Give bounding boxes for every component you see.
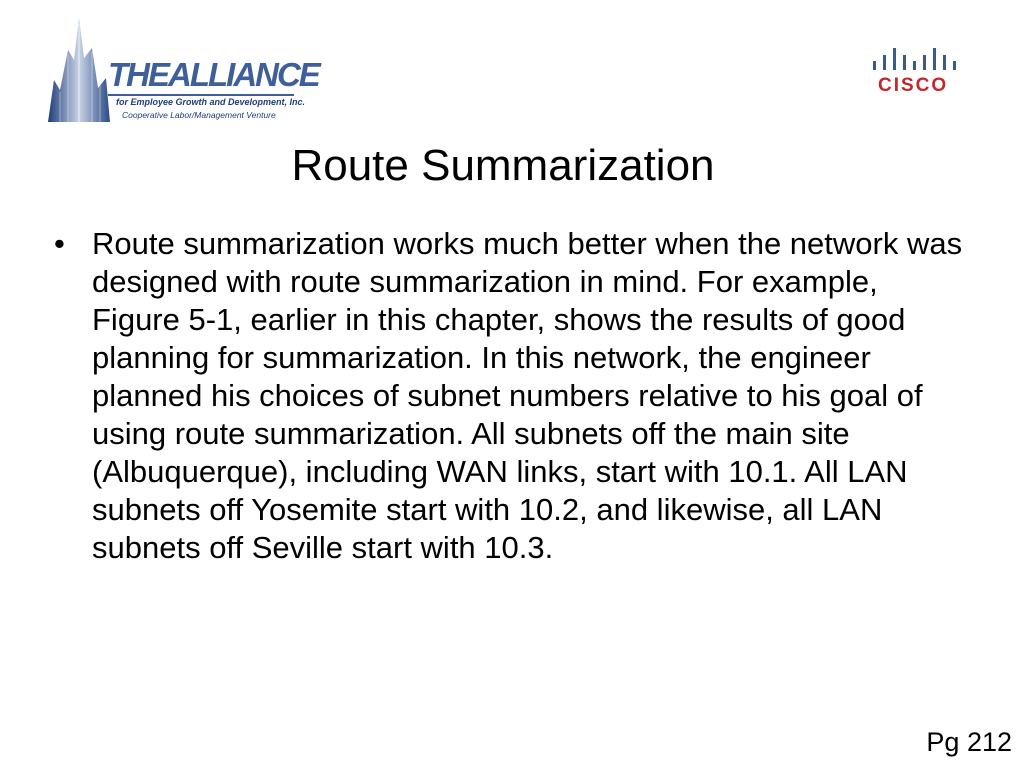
- slide-title: Route Summarization: [291, 141, 715, 190]
- bullet-dot: •: [54, 226, 65, 261]
- alliance-tagline: for Employee Growth and Development, Inc.: [116, 97, 306, 107]
- bullet-item: [52, 225, 972, 567]
- bullet-list: [52, 225, 972, 567]
- cisco-bars-icon: [871, 44, 963, 72]
- page-number: Pg 212: [926, 727, 1012, 757]
- alliance-logo: [48, 18, 319, 126]
- alliance-wordmark: THEALLIANCE: [108, 56, 319, 93]
- alliance-underline: [108, 94, 294, 96]
- bullet-text: Route summarization works much better when the network was designed with route summarization in mind. For example, Figure 5-1, earlier in this chapter, shows the results of good planning for summarization. In this network, the engineer planned his choices of subnet numbers relative to his goal of using route summarization. All subnets off the main site (Albuquerque), including WAN links, start with 10.1. All LAN subnets off Yosemite start with 10.2, and likewise, all LAN subnets off Seville start with 10.3.: [92, 226, 963, 565]
- cisco-logo: [868, 44, 968, 104]
- alliance-subtitle: Cooperative Labor/Management Venture: [122, 110, 276, 120]
- cisco-wordmark: CISCO: [878, 75, 949, 96]
- alliance-building-icon: [48, 18, 110, 126]
